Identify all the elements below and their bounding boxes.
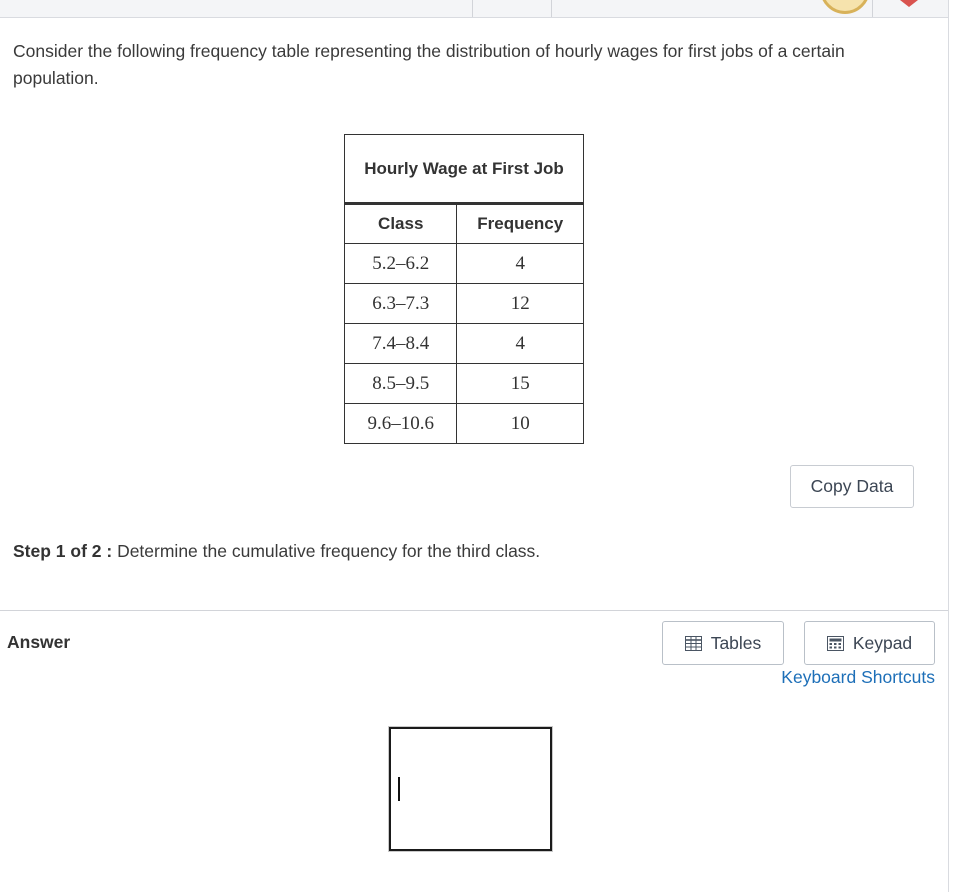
class-cell: 6.3–7.3 <box>345 284 457 324</box>
frequency-cell: 4 <box>457 244 584 284</box>
column-header-frequency: Frequency <box>457 204 584 244</box>
text-caret <box>398 777 400 801</box>
step-text: Determine the cumulative frequency for the third class. <box>117 541 541 561</box>
class-cell: 7.4–8.4 <box>345 324 457 364</box>
toolbar-separator <box>472 0 473 17</box>
frequency-cell: 12 <box>457 284 584 324</box>
panel-border <box>948 0 949 892</box>
tables-button[interactable] <box>662 621 784 665</box>
table-row <box>345 244 584 284</box>
calculator-icon <box>827 636 844 651</box>
table-grid-icon <box>685 636 702 651</box>
tables-button-label: Tables <box>710 632 762 653</box>
table-row <box>345 364 584 404</box>
marker-icon <box>900 0 918 7</box>
toolbar-separator <box>551 0 552 17</box>
table-row <box>345 324 584 364</box>
frequency-cell: 10 <box>457 404 584 444</box>
top-toolbar <box>0 0 948 18</box>
frequency-cell: 15 <box>457 364 584 404</box>
table-row <box>345 404 584 444</box>
table-caption: Hourly Wage at First Job <box>345 135 584 204</box>
column-header-class: Class <box>345 204 457 244</box>
status-coin-icon[interactable] <box>820 0 870 14</box>
keypad-button[interactable] <box>804 621 935 665</box>
toolbar-separator <box>872 0 873 17</box>
frequency-table <box>344 134 584 444</box>
keyboard-shortcuts-link[interactable]: Keyboard Shortcuts <box>781 667 935 687</box>
answer-label: Answer <box>7 632 71 652</box>
class-cell: 8.5–9.5 <box>345 364 457 404</box>
class-cell: 9.6–10.6 <box>345 404 457 444</box>
copy-data-button[interactable]: Copy Data <box>790 465 914 508</box>
frequency-cell: 4 <box>457 324 584 364</box>
class-cell: 5.2–6.2 <box>345 244 457 284</box>
step-instruction <box>13 539 540 564</box>
section-divider <box>0 610 948 611</box>
answer-input[interactable] <box>389 727 552 851</box>
question-text: Consider the following frequency table representing the distribution of hourly wages for first jobs of a certain population. <box>13 41 845 88</box>
table-row <box>345 284 584 324</box>
keypad-button-label: Keypad <box>852 632 913 653</box>
step-label: Step 1 of 2 : <box>13 541 113 561</box>
